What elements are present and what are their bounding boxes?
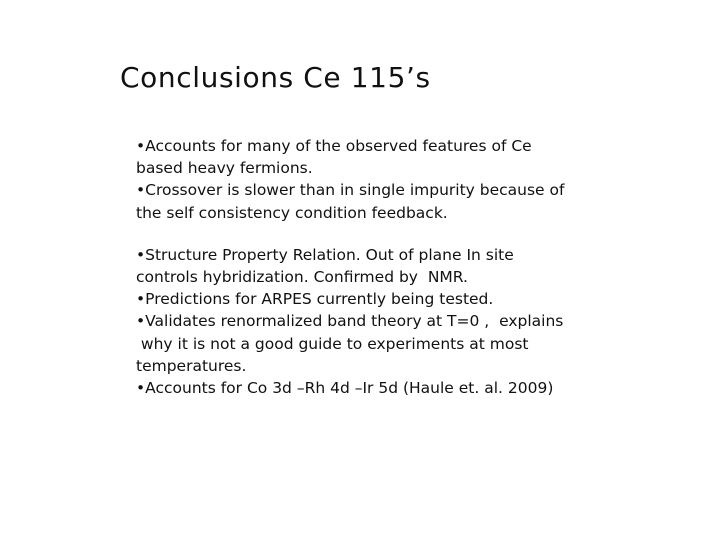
paragraph-spacer <box>136 224 616 244</box>
body-line: the self consistency condition feedback. <box>136 203 448 222</box>
slide-title: Conclusions Ce 115’s <box>120 61 431 94</box>
body-line: •Structure Property Relation. Out of plane In site <box>136 245 514 264</box>
body-line: why it is not a good guide to experiments at most <box>136 334 529 353</box>
body-line: •Validates renormalized band theory at T=0 , explains <box>136 312 564 331</box>
body-line: •Crossover is slower than in single impurity because of <box>136 181 565 200</box>
body-line: •Accounts for many of the observed features of Ce <box>136 137 532 155</box>
body-line: •Predictions for ARPES currently being tested. <box>136 290 494 309</box>
body-line: •Accounts for Co 3d –Rh 4d –Ir 5d (Haule et. al. 2009) <box>136 379 554 398</box>
paragraph-2 <box>136 244 616 399</box>
slide-body <box>136 135 616 399</box>
body-line: controls hybridization. Confirmed by NMR. <box>136 268 468 287</box>
paragraph-1 <box>136 135 616 224</box>
body-line: based heavy fermions. <box>136 159 313 178</box>
body-line: temperatures. <box>136 356 247 375</box>
